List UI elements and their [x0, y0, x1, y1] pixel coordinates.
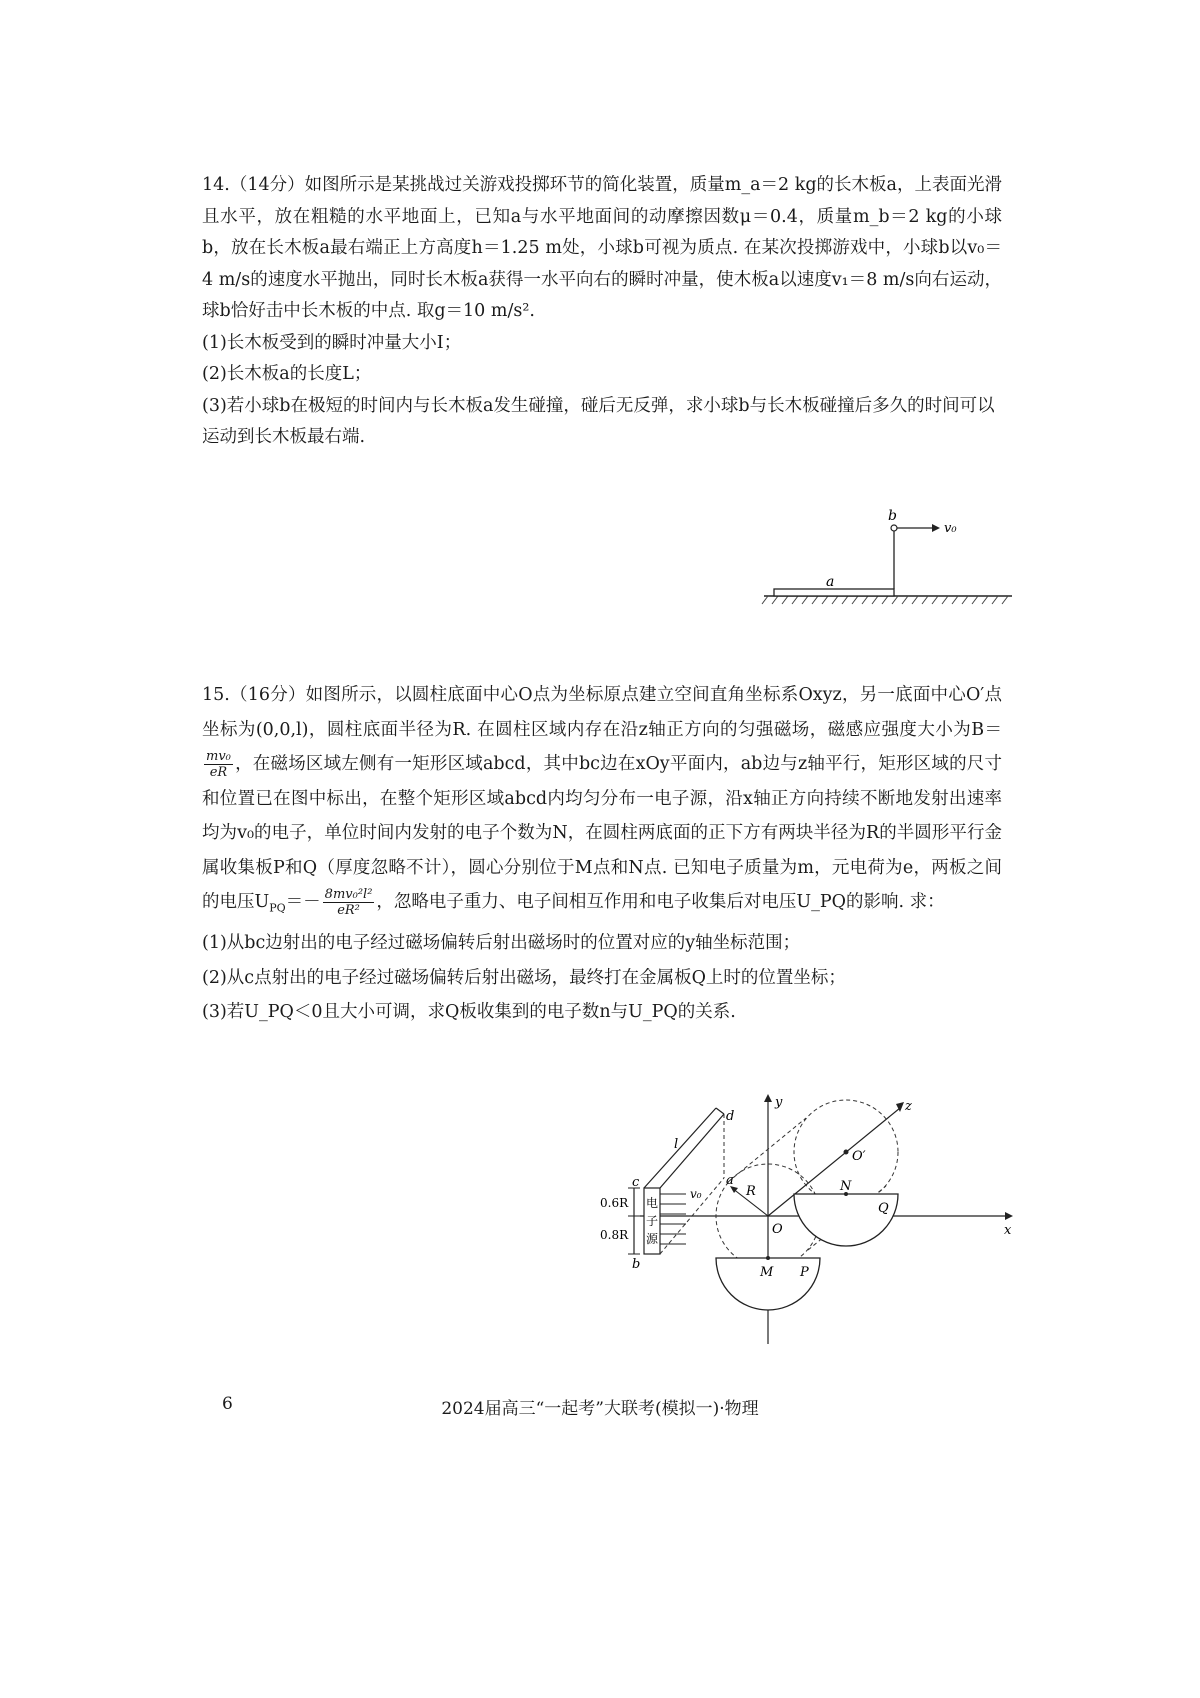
question-14-part-1: (1)长木板受到的瞬时冲量大小I； [202, 332, 462, 353]
question-15-figure [600, 1090, 1020, 1364]
label-N: N [840, 1179, 852, 1194]
question-15-part-3: (3)若U_PQ＜0且大小可调，求Q板收集到的电子数n与U_PQ的关系. [202, 1002, 736, 1022]
b-denominator: eR [209, 765, 228, 780]
ground-hatching [762, 596, 1008, 604]
stem-text-2: ，在磁场区域左侧有一矩形区域abcd，其中bc边在xOy平面内，ab边与z轴平行，矩形区域的尺寸和位置已在图中标出，在整个矩形区域abcd内均匀分布一电子源，沿x轴正方向持续不断地发射出速率均为v₀的电子，单位时间内发射的电子个数为N，在圆柱两底面的正下方有两块半径为R的半圆形平行金属收集板P和Q（厚度忽略不计），圆心分别位于M点和N点. 已知电子质量为m，元电荷为e，两板之间的电压U [202, 754, 1002, 912]
label-O: O [772, 1222, 783, 1237]
question-15-part-1: (1)从bc边射出的电子经过磁场偏转后射出磁场时的位置对应的y轴坐标范围； [202, 933, 801, 953]
u-denominator: eR² [337, 903, 360, 918]
source-char-3: 源 [646, 1232, 659, 1246]
label-d: d [726, 1109, 735, 1124]
b-fraction [204, 749, 233, 780]
source-char-2: 子 [646, 1214, 659, 1228]
ball-b [891, 525, 897, 531]
question-14-figure [760, 500, 1020, 614]
label-y: y [775, 1095, 783, 1110]
label-v0-2: v₀ [690, 1187, 702, 1201]
label-b: b [888, 508, 897, 524]
stem-text-1: 15.（16分）如图所示，以圆柱底面中心O点为坐标原点建立空间直角坐标系Oxyz，另一底面中心O′点坐标为(0,0,l)，圆柱底面半径为R. 在圆柱区域内存在沿z轴正方向的匀强磁场，磁感应强度大小为B＝ [202, 685, 1002, 740]
label-Oprime: O′ [852, 1149, 866, 1164]
question-14-stem: 14.（14分）如图所示是某挑战过关游戏投掷环节的简化装置，质量m_a＝2 kg的长木板a，上表面光滑且水平，放在粗糙的水平地面上，已知a与水平地面间的动摩擦因数μ＝0.4，质量m_b＝2 kg的小球b，放在长木板a最右端正上方高度h＝1.25 m处，小球b可视为质点. 在某次投掷游戏中，小球b以v₀＝4 m/s的速度水平抛出，同时长木板a获得一水平向右的瞬时冲量，使木板a以速度v₁＝8 m/s向右运动，球b恰好击中长木板的中点. 取g＝10 m/s². [202, 175, 1002, 321]
question-15-part-2: (2)从c点射出的电子经过磁场偏转后射出磁场，最终打在金属板Q上时的位置坐标； [202, 967, 846, 988]
question-14 [202, 170, 1002, 454]
label-M: M [760, 1265, 774, 1280]
label-R: R [746, 1184, 756, 1199]
question-15 [202, 678, 1002, 1030]
label-x: x [1004, 1223, 1012, 1238]
label-z: z [905, 1099, 912, 1114]
label-l: l [674, 1137, 679, 1152]
u-equals: ＝－ [285, 892, 321, 912]
question-15-stem [202, 678, 1002, 926]
b-numerator: mv₀ [206, 749, 231, 764]
label-Q: Q [878, 1201, 889, 1216]
stem-text-3: ，忽略电子重力、电子间相互作用和电子收集后对电压U_PQ的影响. 求： [376, 892, 945, 912]
label-P: P [800, 1265, 809, 1280]
label-b2: b [632, 1257, 641, 1272]
label-v0: v₀ [944, 521, 957, 536]
footer-title: 2024届高三“一起考”大联考(模拟一)·物理 [441, 1399, 759, 1419]
emission-arrows [660, 1194, 686, 1244]
plank-a [774, 589, 894, 596]
label-06R: 0.6R [600, 1196, 629, 1210]
u-fraction [323, 887, 375, 918]
question-14-part-3: (3)若小球b在极短的时间内与长木板a发生碰撞，碰后无反弹，求小球b与长木板碰撞后多久的时间可以运动到长木板最右端. [202, 395, 995, 447]
label-a2: a [726, 1173, 734, 1188]
u-subscript: PQ [269, 901, 286, 915]
u-numerator: 8mv₀²l² [324, 887, 373, 902]
label-a: a [826, 574, 835, 590]
source-char-1: 电 [646, 1196, 659, 1210]
label-08R: 0.8R [600, 1228, 629, 1242]
page-number: 6 [222, 1394, 233, 1414]
question-14-part-2: (2)长木板a的长度L； [202, 364, 372, 384]
label-c: c [632, 1175, 640, 1190]
